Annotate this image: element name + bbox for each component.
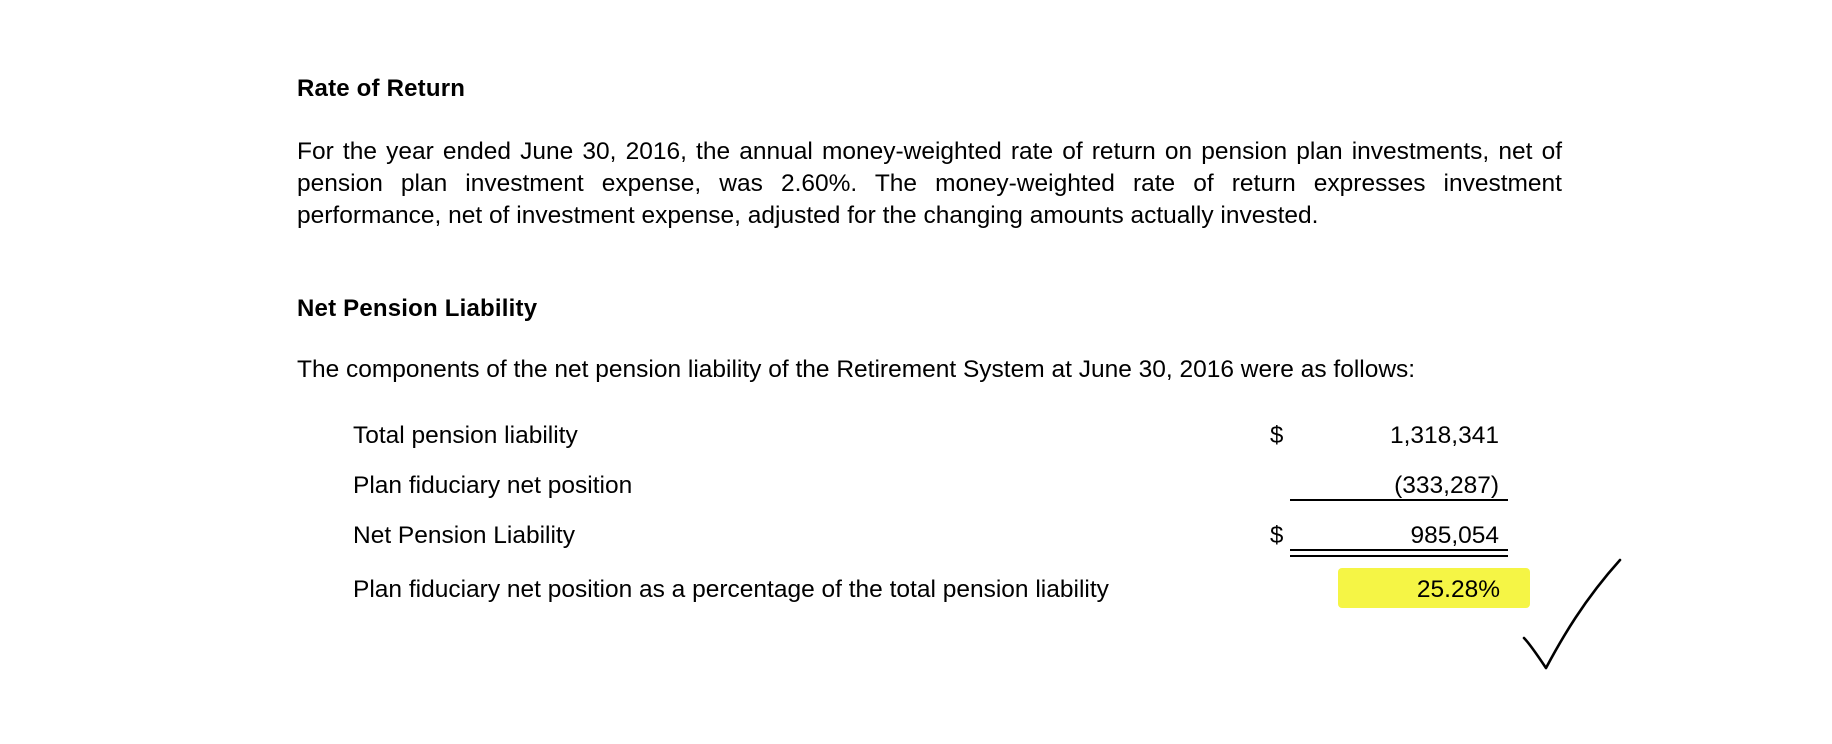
- total-pension-liability-currency: $: [1270, 422, 1284, 449]
- total-pension-liability-label: Total pension liability: [353, 422, 578, 449]
- total-double-rule-top: [1290, 549, 1508, 551]
- total-pension-liability-amount: 1,318,341: [1390, 422, 1499, 449]
- net-pension-liability-intro: The components of the net pension liability of the Retirement System at June 30, 2016 were as follows:: [297, 356, 1416, 383]
- total-double-rule-bottom: [1290, 555, 1508, 557]
- net-pension-liability-currency: $: [1270, 522, 1284, 549]
- net-pension-liability-heading: Net Pension Liability: [297, 295, 538, 322]
- checkmark-icon: [1518, 552, 1628, 682]
- plan-fiduciary-net-position-label: Plan fiduciary net position: [353, 472, 633, 499]
- net-pension-liability-amount: 985,054: [1410, 522, 1499, 549]
- net-pension-liability-label: Net Pension Liability: [353, 522, 575, 549]
- plan-fiduciary-net-position-amount: (333,287): [1394, 472, 1499, 499]
- rate-of-return-heading: Rate of Return: [297, 75, 466, 102]
- subtotal-rule: [1290, 499, 1508, 501]
- funded-ratio-label: Plan fiduciary net position as a percentage of the total pension liability: [353, 576, 1109, 603]
- funded-ratio-value: 25.28%: [1416, 576, 1500, 603]
- rate-of-return-paragraph: For the year ended June 30, 2016, the annual money-weighted rate of return on pension plan investments, net of pension plan investment expense, was 2.60%. The money-weighted rate of return expresses investment performance, net of investment expense, adjusted for the changing amounts actually invested.: [297, 138, 1562, 229]
